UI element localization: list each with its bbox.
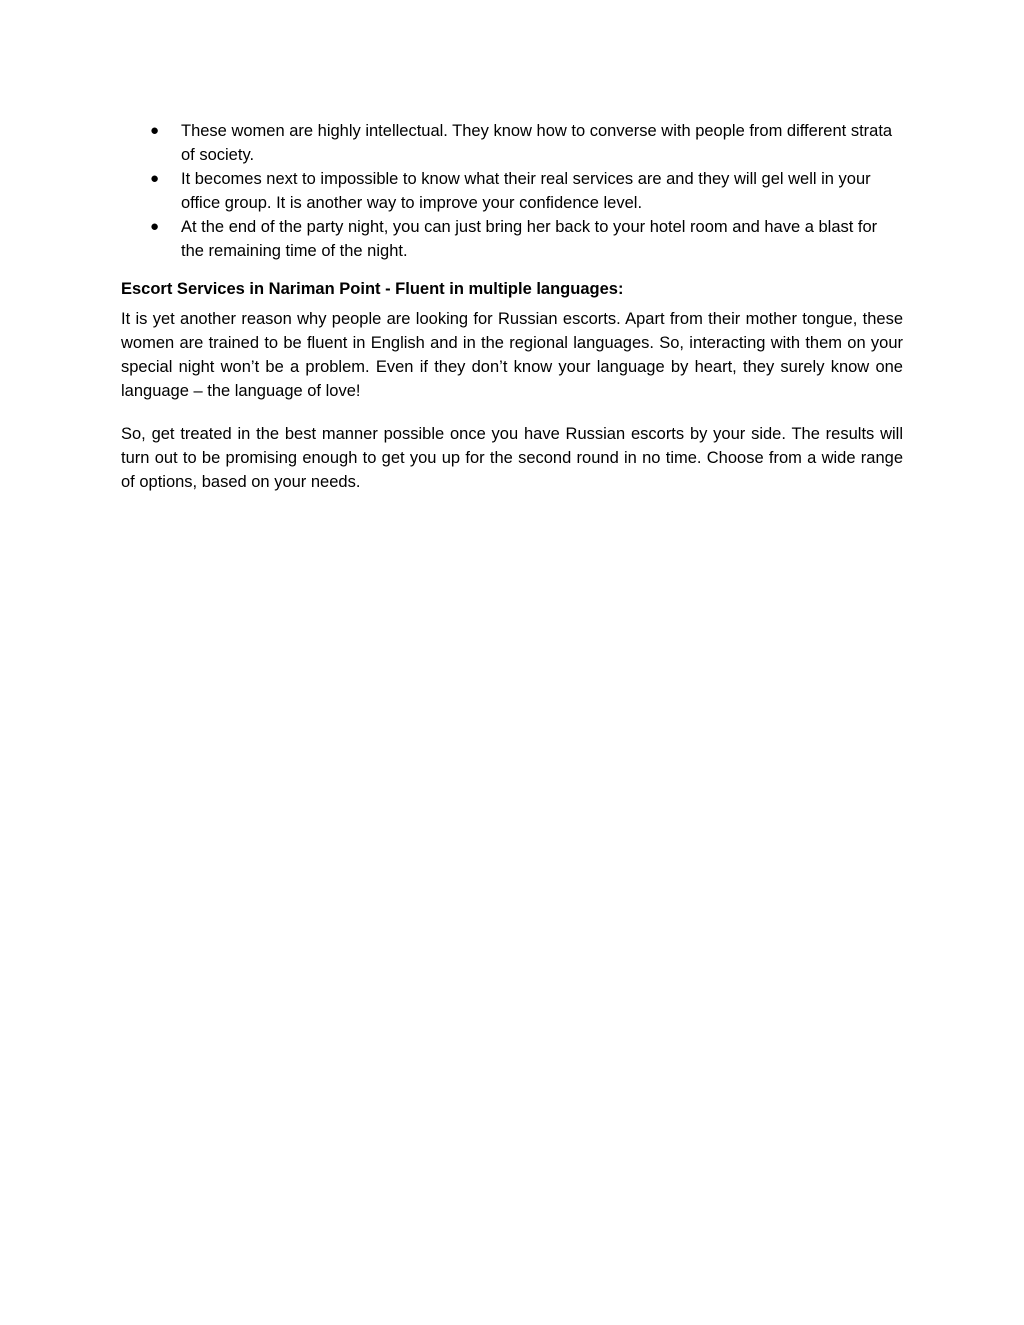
list-item [121, 119, 903, 167]
bullet-icon: ● [150, 218, 160, 235]
bullet-icon: ● [150, 170, 160, 187]
paragraph: It is yet another reason why people are looking for Russian escorts. Apart from their mother tongue, these women are trained to be fluent in English and in the regional languages. So, interacting with them on your special night won’t be a problem. Even if they don’t know your language by heart, they surely know one language – the language of love! [121, 310, 903, 400]
list-item [121, 167, 903, 215]
list-item-text: At the end of the party night, you can just bring her back to your hotel room and have a blast for the remaining time of the night. [181, 218, 878, 260]
document-content [121, 119, 903, 513]
bullet-list [121, 119, 903, 263]
section-heading: Escort Services in Nariman Point - Fluent in multiple languages: [121, 280, 624, 298]
paragraph: So, get treated in the best manner possible once you have Russian escorts by your side. The results will turn out to be promising enough to get you up for the second round in no time. Choose from a wide range of options, based on your needs. [121, 425, 903, 491]
list-item [121, 215, 903, 263]
list-item-text: It becomes next to impossible to know what their real services are and they will gel well in your office group. It is another way to improve your confidence level. [181, 170, 871, 212]
bullet-icon: ● [150, 122, 160, 139]
list-item-text: These women are highly intellectual. They know how to converse with people from different strata of society. [181, 122, 893, 164]
